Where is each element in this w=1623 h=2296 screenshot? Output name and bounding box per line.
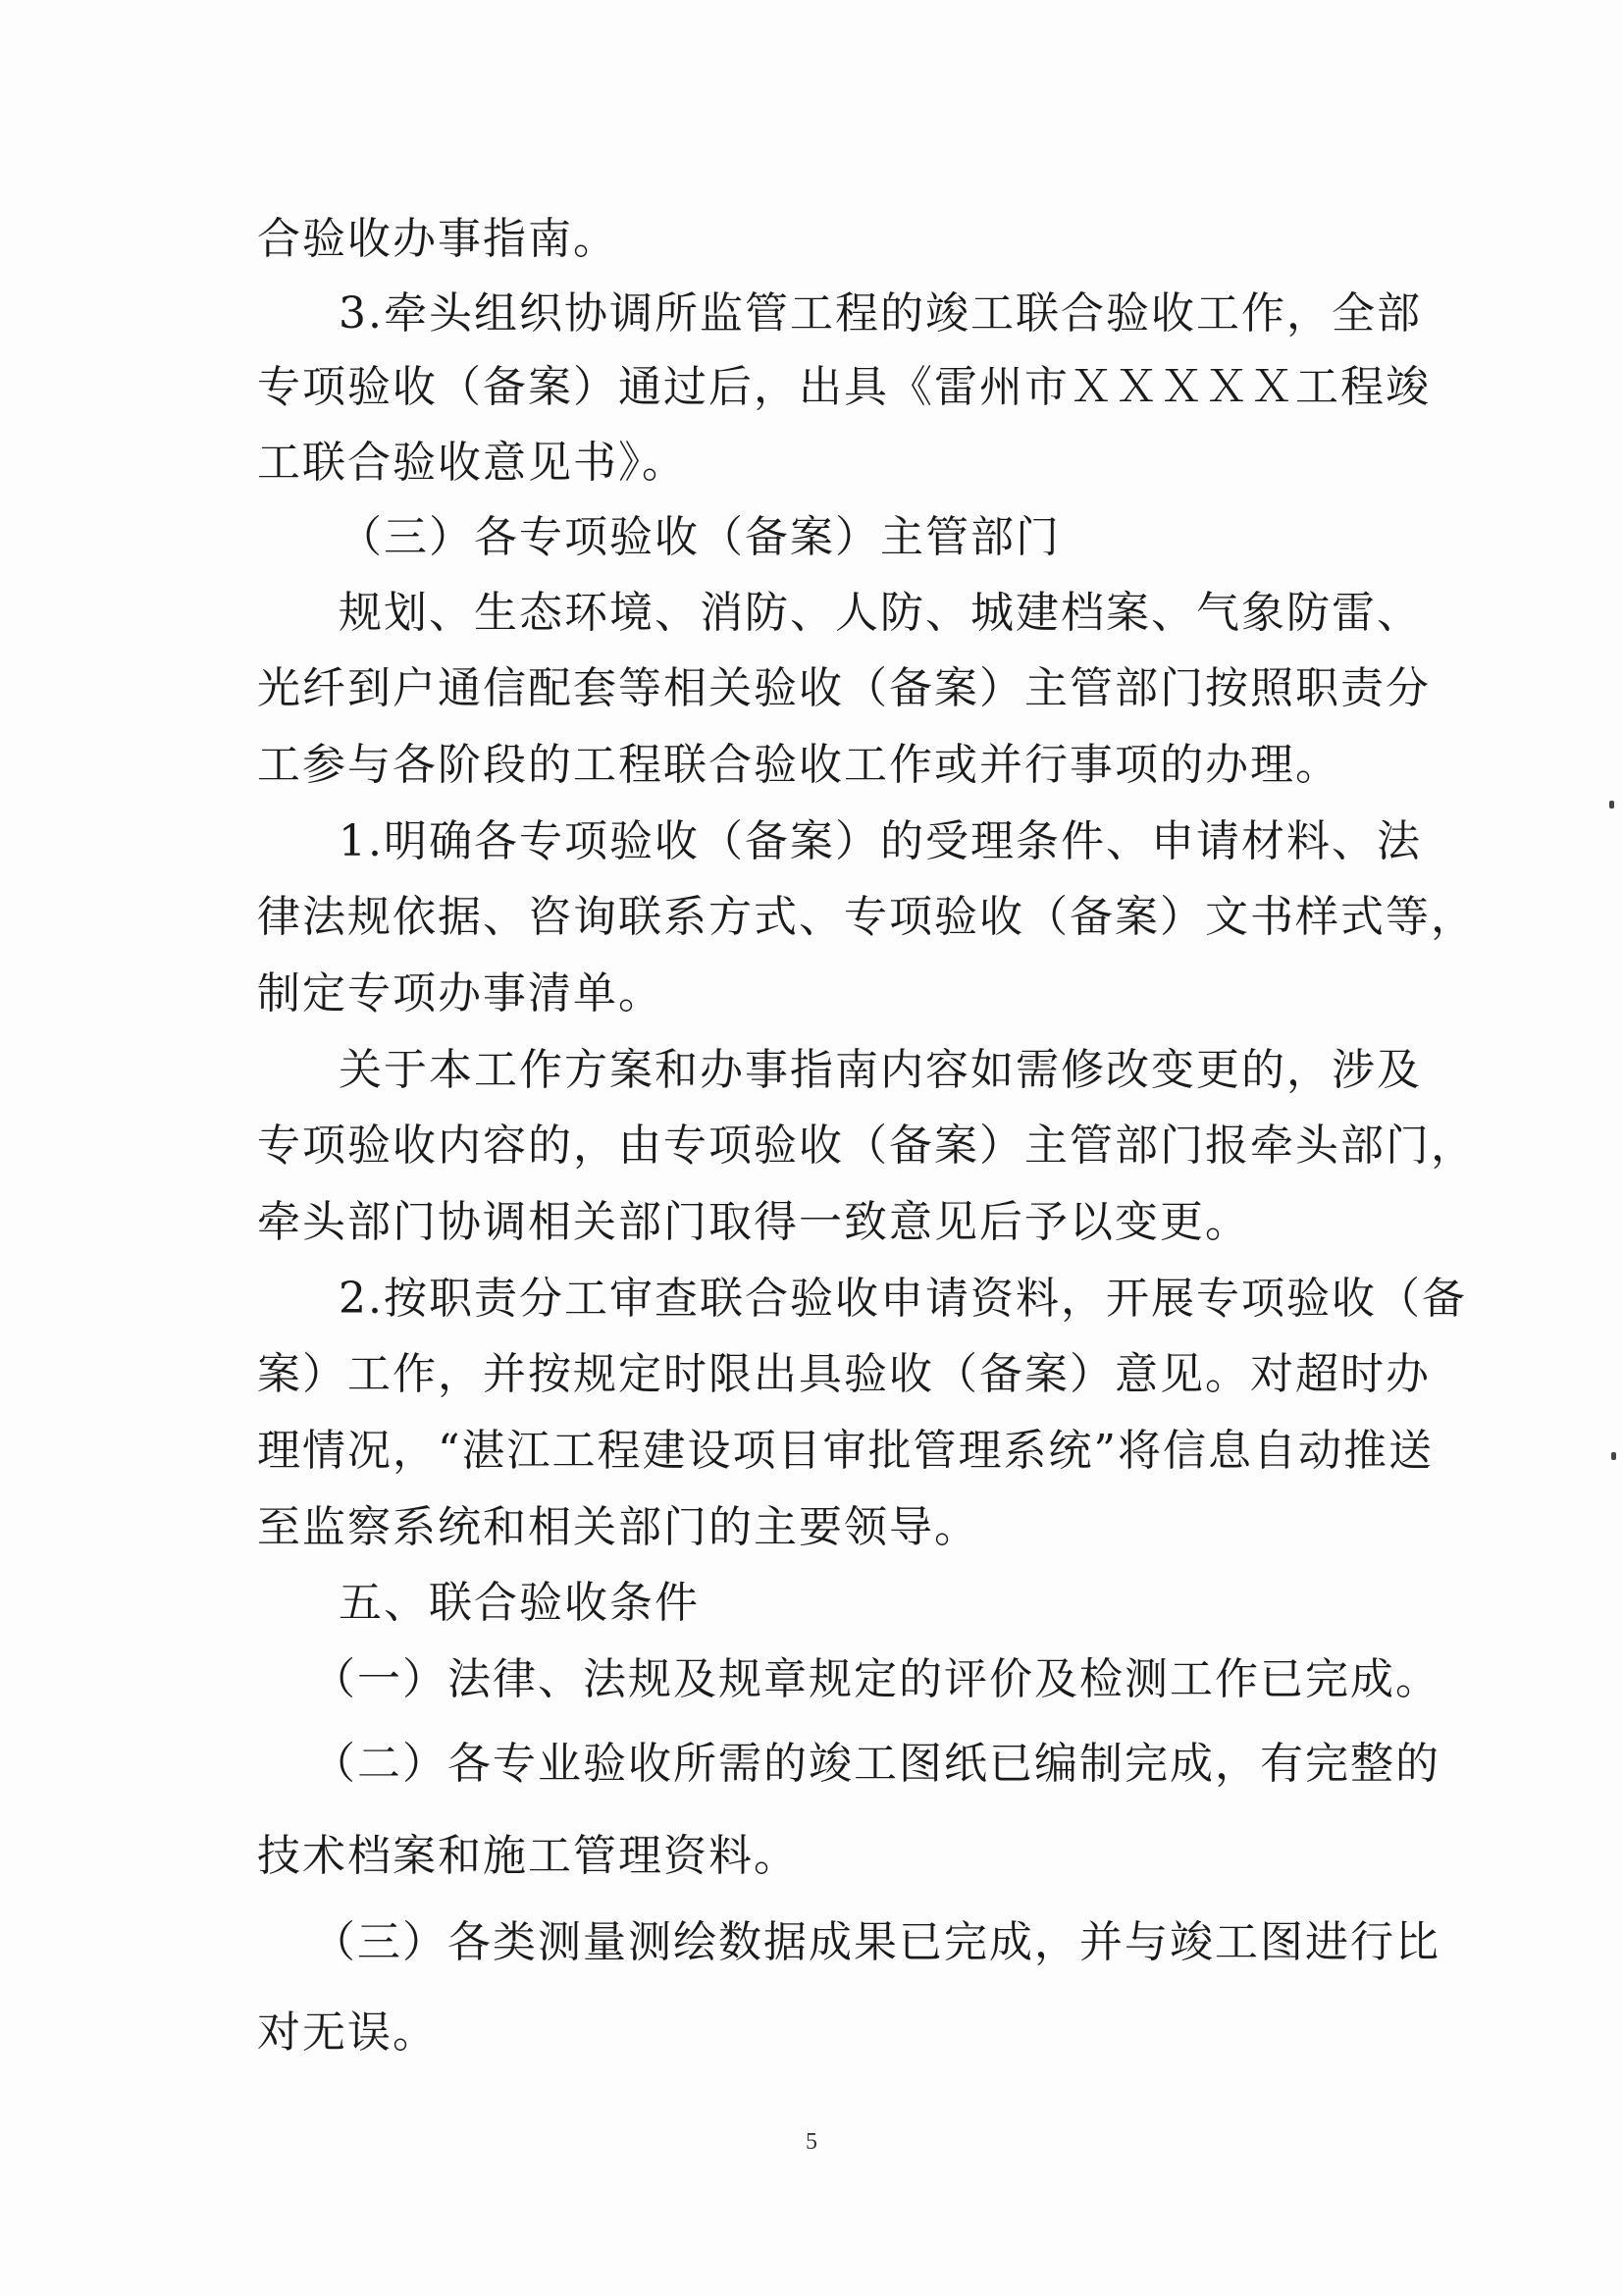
text-line: 工联合验收意见书》。 — [257, 438, 687, 488]
text-line: 1.明确各专项验收（备案）的受理条件、申请材料、法 — [339, 816, 1422, 866]
text-line: 专项验收（备案）通过后，出具《雷州市ＸＸＸＸＸ工程竣 — [257, 362, 1431, 412]
page-number: 5 — [806, 2129, 817, 2155]
text-line: 2.按职责分工审查联合验收申请资料，开展专项验收（备 — [339, 1274, 1467, 1324]
text-line: 制定专项办事清单。 — [257, 968, 663, 1018]
text-line: 专项验收内容的，由专项验收（备案）主管部门报牵头部门， — [257, 1121, 1476, 1171]
text-line: 对无误。 — [257, 2008, 438, 2058]
scan-speck — [1609, 801, 1614, 809]
text-line: （三）各类测量测绘数据成果已完成，并与竣工图进行比 — [312, 1917, 1440, 1967]
text-line: （一）法律、法规及规章规定的评价及检测工作已完成。 — [312, 1654, 1440, 1704]
section-heading: （三）各专项验收（备案）主管部门 — [339, 512, 1061, 562]
text-line: 规划、生态环境、消防、人防、城建档案、气象防雷、 — [339, 588, 1422, 638]
scan-speck — [1611, 1452, 1616, 1460]
text-line: 光纤到户通信配套等相关验收（备案）主管部门按照职责分 — [257, 663, 1431, 713]
text-line: 案）工作，并按规定时限出具验收（备案）意见。对超时办 — [257, 1349, 1431, 1399]
text-line: （二）各专业验收所需的竣工图纸已编制完成，有完整的 — [312, 1739, 1440, 1789]
section-heading: 五、联合验收条件 — [339, 1578, 700, 1628]
text-line: 牵头部门协调相关部门取得一致意见后予以变更。 — [257, 1197, 1250, 1247]
text-line: 关于本工作方案和办事指南内容如需修改变更的，涉及 — [339, 1045, 1422, 1095]
text-line: 3.牵头组织协调所监管工程的竣工联合验收工作，全部 — [339, 288, 1422, 339]
text-line: 至监察系统和相关部门的主要领导。 — [257, 1502, 979, 1552]
text-line: 律法规依据、咨询联系方式、专项验收（备案）文书样式等， — [257, 892, 1476, 942]
text-line: 技术档案和施工管理资料。 — [257, 1831, 799, 1881]
text-line: 工参与各阶段的工程联合验收工作或并行事项的办理。 — [257, 740, 1340, 790]
text-line: 合验收办事指南。 — [257, 214, 618, 264]
text-line: 理情况，“湛江工程建设项目审批管理系统”将信息自动推送 — [257, 1426, 1434, 1476]
